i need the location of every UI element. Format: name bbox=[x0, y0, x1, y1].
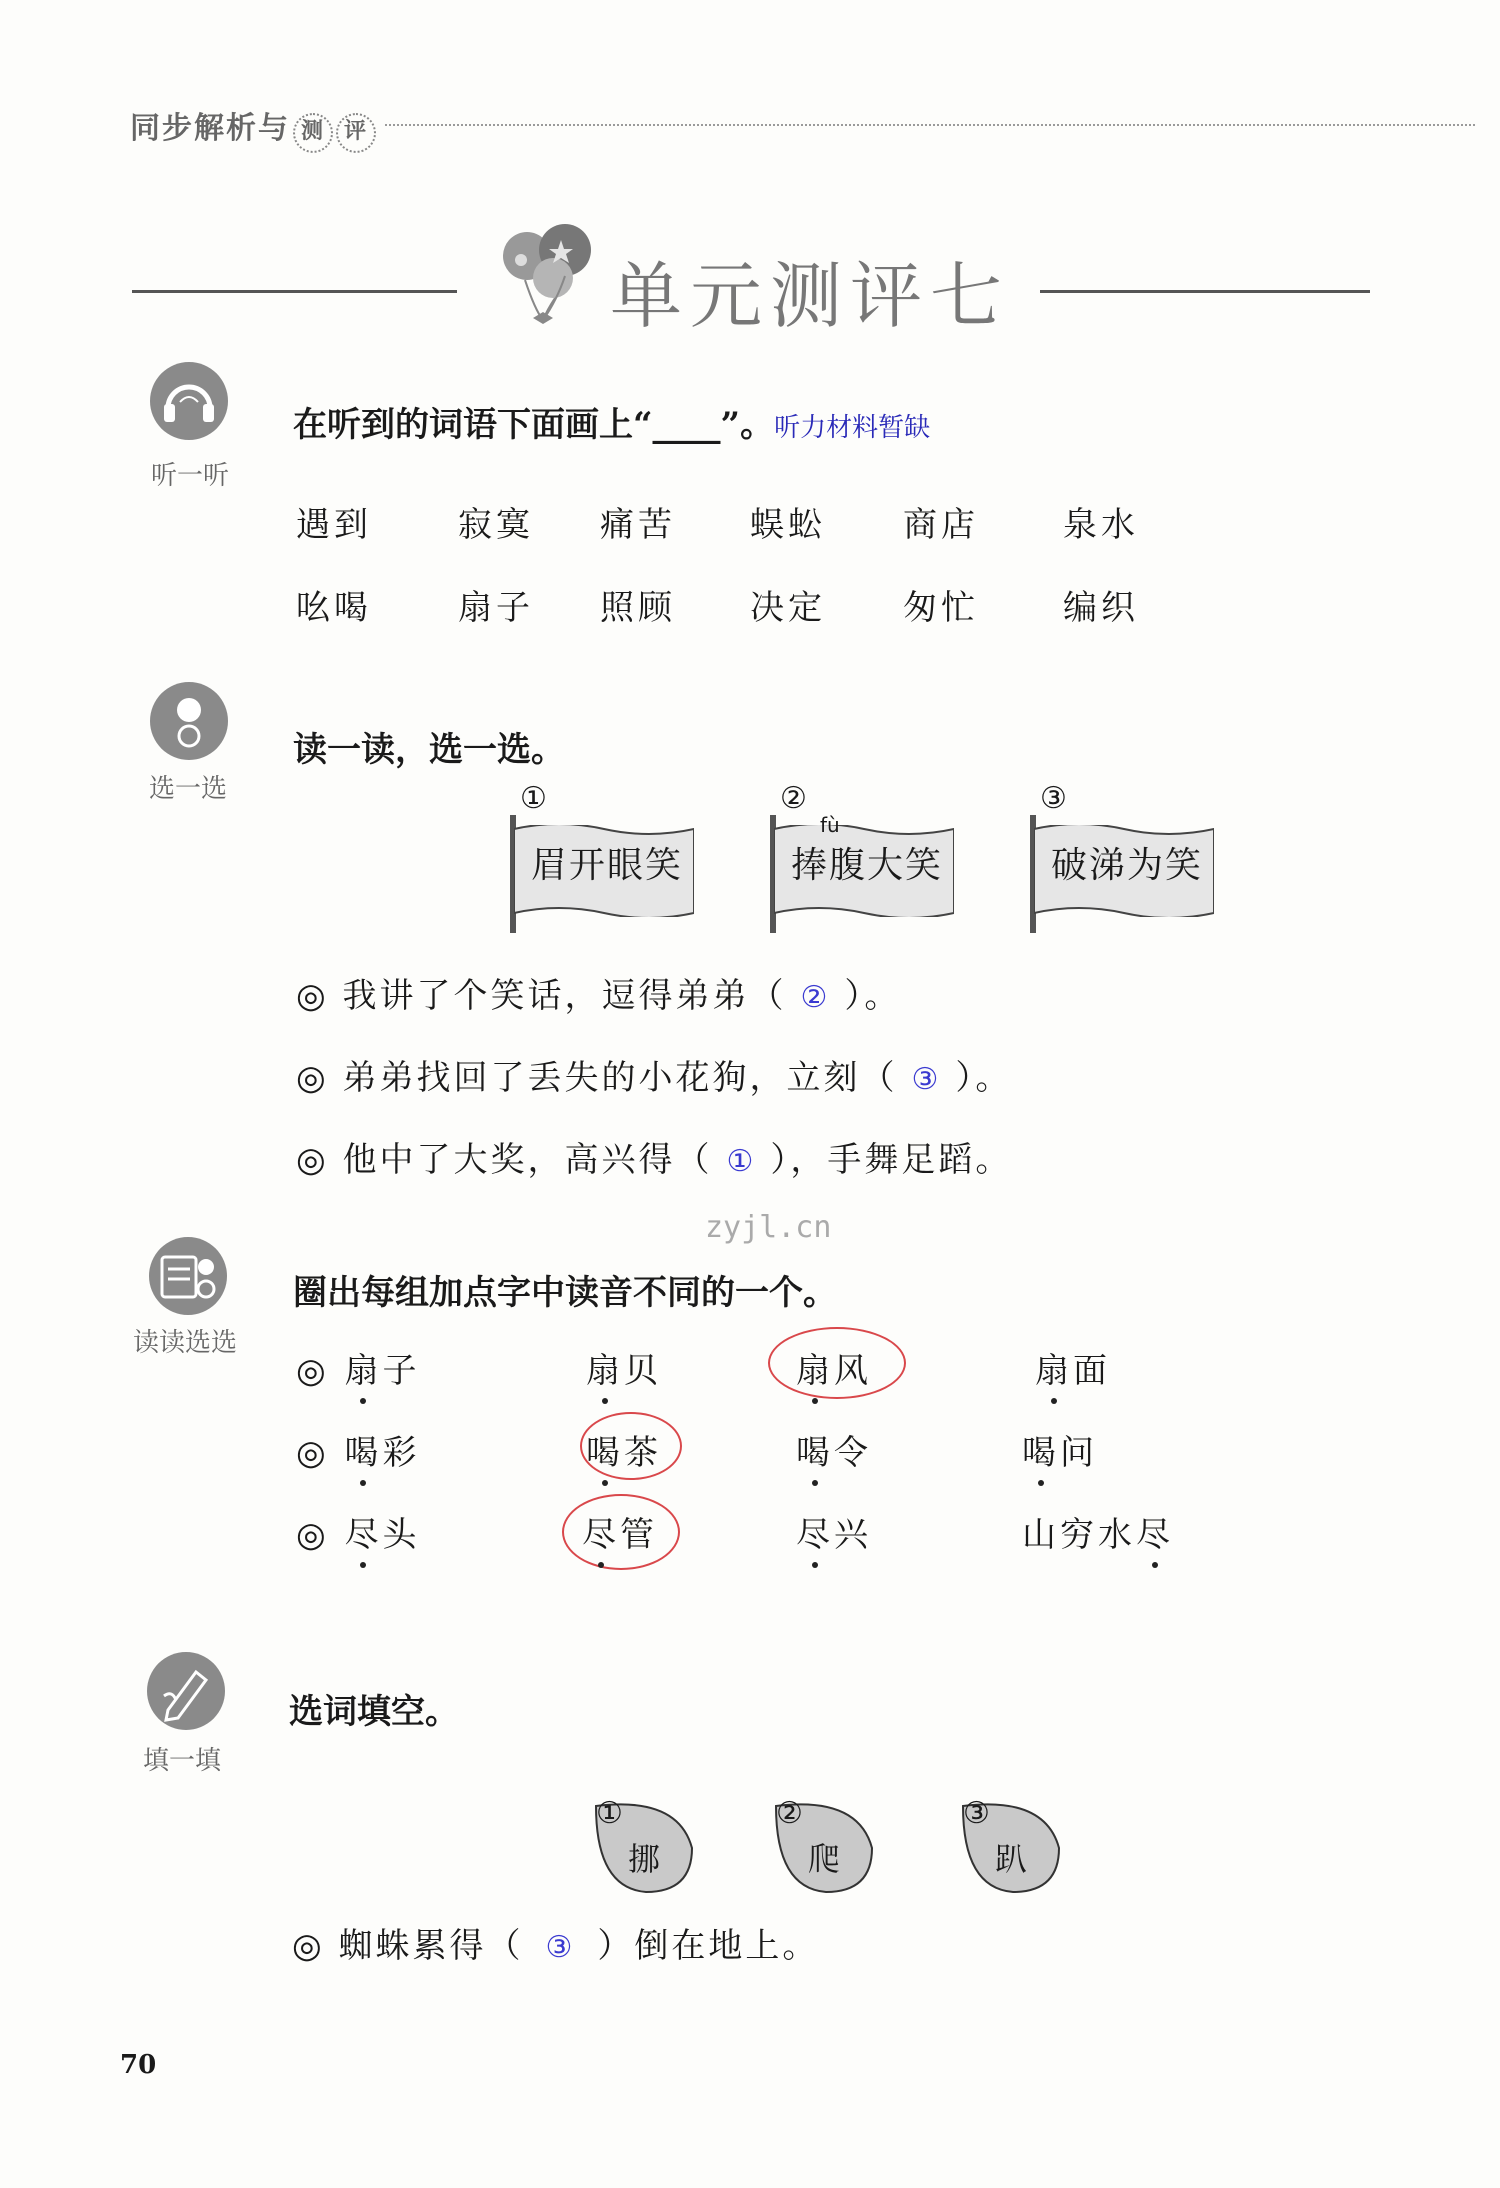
read-word: 扇子 bbox=[344, 1351, 420, 1391]
flag-option-2 bbox=[760, 781, 970, 945]
series-title bbox=[130, 103, 376, 153]
read-row-1-item-1 bbox=[296, 1343, 420, 1392]
read-row-3-item-1: ◎ 尽头 bbox=[296, 1507, 420, 1556]
flag-number: ① bbox=[520, 781, 547, 816]
listen-word: 商店 bbox=[903, 505, 979, 545]
sentence-text: ◎ 弟弟找回了丢失的小花狗，立刻（ bbox=[296, 1058, 898, 1098]
read-row-2-item-4: 喝问 bbox=[1022, 1425, 1098, 1474]
section-label-listen: 听一听 bbox=[150, 461, 229, 491]
leaf-number: ① bbox=[596, 1796, 623, 1831]
header-dotted-rule bbox=[385, 124, 1475, 126]
page-number: 70 bbox=[120, 2050, 157, 2080]
read-row-1-item-3: 扇风 bbox=[796, 1343, 872, 1392]
leaf-number: ② bbox=[776, 1796, 803, 1831]
instruction-fill: 选词填空。 bbox=[289, 1692, 459, 1732]
sentence-text: ◎ 我讲了个笑话，逗得弟弟（ bbox=[296, 976, 787, 1016]
leaf-char: 爬 bbox=[808, 1840, 841, 1878]
sentence-text: ◎ 他中了大奖，高兴得（ bbox=[296, 1140, 713, 1180]
read-row-2-item-2: 喝茶 bbox=[586, 1425, 662, 1474]
title-rule-left bbox=[132, 290, 457, 293]
read-row-3-item-3: 尽兴 bbox=[796, 1507, 872, 1556]
flag-number: ② bbox=[780, 781, 807, 816]
sentence-text: ），手舞足蹈。 bbox=[770, 1140, 1013, 1180]
section-label-read: 读读选选 bbox=[132, 1328, 237, 1358]
listen-word: 匆忙 bbox=[903, 588, 979, 628]
title-rule-right bbox=[1040, 290, 1370, 293]
series-title-circle-2: 评 bbox=[336, 113, 376, 153]
choose-sentence-3 bbox=[296, 1132, 1012, 1181]
listen-word: 泉水 bbox=[1063, 505, 1139, 545]
leaf-option-1 bbox=[588, 1796, 696, 1896]
listen-word: 照顾 bbox=[600, 588, 676, 628]
instruction-listen bbox=[293, 397, 930, 446]
bullet-marker: ◎ bbox=[296, 1351, 330, 1391]
sentence-text: ）。 bbox=[844, 976, 902, 1016]
instruction-read: 圈出每组加点字中读音不同的一个。 bbox=[293, 1273, 837, 1313]
read-row-1-item-4: 扇面 bbox=[1035, 1343, 1111, 1392]
answer-mark: ③ bbox=[911, 1062, 942, 1097]
flag-idiom: 破涕为笑 bbox=[1050, 845, 1203, 886]
choose-sentence-2 bbox=[296, 1050, 1012, 1099]
choose-sentence-1 bbox=[296, 968, 901, 1017]
unit-title: 单元测评七 bbox=[610, 254, 1011, 338]
listen-word: 痛苦 bbox=[600, 505, 676, 545]
bullet-marker: ◎ bbox=[296, 1433, 330, 1473]
series-title-circle-1: 测 bbox=[293, 113, 333, 153]
bullet-marker: ◎ bbox=[296, 1515, 330, 1555]
answer-mark: ① bbox=[726, 1144, 757, 1179]
listen-word: 寂寞 bbox=[458, 505, 534, 545]
section-label-fill: 填一填 bbox=[142, 1746, 221, 1776]
read-row-3-item-4: 山穷水尽 bbox=[1022, 1507, 1174, 1556]
watermark: zyjl.cn bbox=[705, 1210, 832, 1245]
series-title-main: 同步解析与 bbox=[130, 111, 290, 146]
flag-option-3 bbox=[1020, 781, 1230, 945]
instruction-listen-text: 在听到的词语下面画上“____”。 bbox=[293, 405, 775, 445]
read-row-1-item-2: 扇贝 bbox=[586, 1343, 662, 1392]
answer-mark: ③ bbox=[545, 1930, 576, 1965]
sentence-text: ◎ 蜘蛛累得（ bbox=[292, 1926, 524, 1966]
flag-pinyin: fù bbox=[820, 813, 840, 837]
listen-word: 编织 bbox=[1063, 588, 1139, 628]
headphones-icon bbox=[150, 362, 228, 440]
fill-sentence bbox=[292, 1918, 819, 1967]
sentence-text: ）倒在地上。 bbox=[597, 1926, 820, 1966]
flag-number: ③ bbox=[1040, 781, 1067, 816]
missing-audio-note: 听力材料暂缺 bbox=[774, 413, 931, 443]
leaf-option-3 bbox=[955, 1796, 1063, 1896]
balloons-icon bbox=[495, 220, 605, 330]
leaf-char: 趴 bbox=[995, 1840, 1028, 1878]
book-icon bbox=[148, 1237, 228, 1315]
read-row-3-item-2: 尽管 bbox=[582, 1507, 658, 1556]
answer-mark: ② bbox=[800, 980, 831, 1015]
choice-icon bbox=[150, 682, 228, 760]
read-row-2-item-3: 喝令 bbox=[796, 1425, 872, 1474]
sentence-text: ）。 bbox=[955, 1058, 1013, 1098]
flag-idiom: 捧腹大笑 bbox=[790, 845, 943, 886]
flag-option-1 bbox=[500, 781, 710, 945]
pencil-icon bbox=[146, 1652, 226, 1730]
listen-word: 蜈蚣 bbox=[750, 505, 826, 545]
listen-word: 吆喝 bbox=[296, 588, 372, 628]
section-label-choose: 选一选 bbox=[148, 774, 227, 804]
leaf-number: ③ bbox=[963, 1796, 990, 1831]
listen-word: 决定 bbox=[750, 588, 826, 628]
leaf-char: 挪 bbox=[628, 1840, 661, 1878]
instruction-choose: 读一读，选一选。 bbox=[293, 730, 565, 770]
read-row-2-item-1: ◎ 喝彩 bbox=[296, 1425, 420, 1474]
listen-word: 遇到 bbox=[296, 505, 372, 545]
leaf-option-2 bbox=[768, 1796, 876, 1896]
listen-word: 扇子 bbox=[458, 588, 534, 628]
flag-idiom: 眉开眼笑 bbox=[530, 845, 683, 886]
